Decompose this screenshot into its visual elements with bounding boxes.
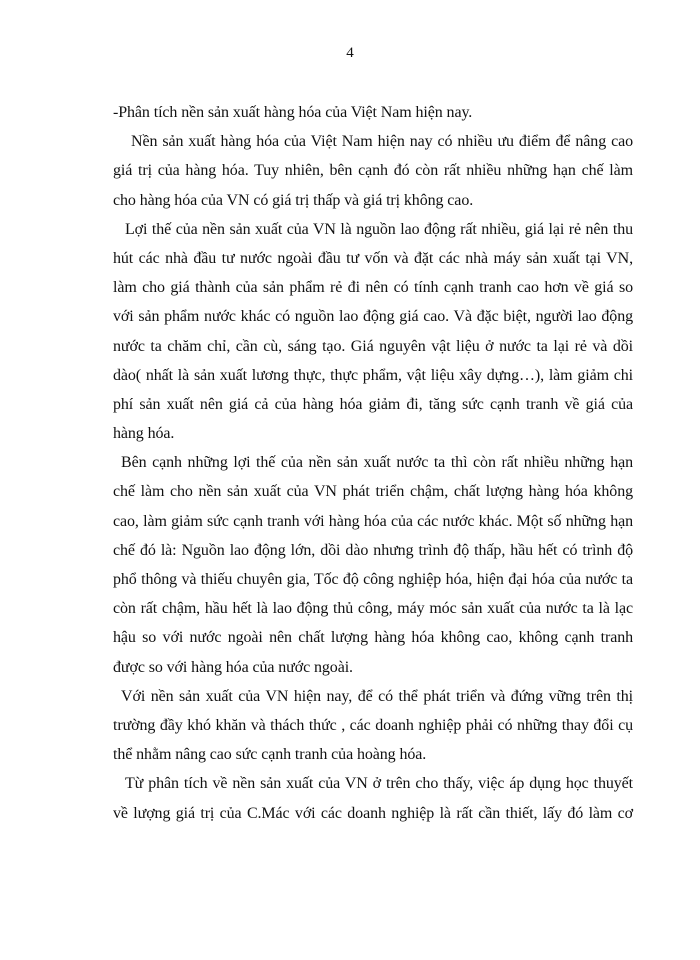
paragraph-line: hậu so với nước ngoài nên chất lượng hàng hóa không cao, không cạnh tranh	[113, 629, 633, 647]
paragraph-line: nước ta chăm chỉ, cần cù, sáng tạo. Giá nguyên vật liệu ở nước ta lại rẻ và dồi	[113, 337, 633, 355]
page-number: 4	[346, 45, 354, 61]
paragraph-line: làm cho giá thành của sản phẩm rẻ đi nên có tính cạnh tranh cao hơn về giá so	[113, 279, 633, 297]
paragraph-line: Lợi thế của nền sản xuất của VN là nguồn lao động rất nhiều, giá lại rẻ nên thu	[125, 220, 633, 238]
paragraph-line: phổ thông và thiếu chuyên gia, Tốc độ công nghiệp hóa, hiện đại hóa của nước ta	[113, 571, 633, 588]
paragraph-line: Với nền sản xuất của VN hiện nay, để có thể phát triển và đứng vững trên thị	[121, 687, 633, 705]
paragraph-line: hàng hóa.	[113, 425, 175, 443]
paragraph-line: về lượng giá trị của C.Mác với các doanh nghiệp là rất cần thiết, lấy đó làm cơ	[113, 804, 633, 822]
paragraph-heading: -Phân tích nền sản xuất hàng hóa của Việt Nam hiện nay.	[113, 104, 473, 121]
paragraph-line: thể nhằm nâng cao sức cạnh tranh của hoàng hóa.	[113, 746, 427, 764]
paragraph-line: cao, làm giảm sức cạnh tranh với hàng hóa của các nước khác. Một số những hạn	[113, 512, 633, 530]
paragraph-line: cho hàng hóa của VN có giá trị thấp và giá trị không cao.	[113, 191, 474, 209]
paragraph-line: chế đó là: Nguồn lao động lớn, dồi dào nhưng trình độ thấp, hầu hết có trình độ	[113, 541, 633, 559]
paragraph-line: còn rất chậm, hầu hết là lao động thủ công, máy móc sản xuất của nước ta là lạc	[113, 600, 633, 618]
paragraph-line: phí sản xuất nên giá cả của hàng hóa giảm đi, tăng sức cạnh tranh về giá của	[113, 395, 633, 413]
paragraph-line: giá trị của hàng hóa. Tuy nhiên, bên cạnh đó còn rất nhiều những hạn chế làm	[113, 162, 633, 180]
paragraph-line: chế làm cho nền sản xuất của VN phát triển chậm, chất lượng hàng hóa không	[113, 483, 633, 501]
paragraph-line: dào( nhất là sản xuất lương thực, thực phẩm, vật liệu xây dựng…), làm giảm chi	[113, 366, 633, 384]
paragraph-line: Bên cạnh những lợi thế của nền sản xuất nước ta thì còn rất nhiều những hạn	[121, 454, 633, 472]
paragraph-line: hút các nhà đầu tư nước ngoài đầu tư vốn và đặt các nhà máy sản xuất tại VN,	[113, 249, 633, 267]
paragraph-line: trường đầy khó khăn và thách thức , các doanh nghiệp phải có những thay đổi cụ	[113, 716, 633, 734]
paragraph-line: được so với hàng hóa của nước ngoài.	[113, 658, 353, 676]
document-body	[113, 98, 633, 828]
paragraph-line: với sản phẩm nước khác có nguồn lao động giá cao. Và đặc biệt, người lao động	[113, 308, 633, 326]
paragraph-line: Từ phân tích về nền sản xuất của VN ở trên cho thấy, việc áp dụng học thuyết	[125, 775, 633, 793]
paragraph-line: Nền sản xuất hàng hóa của Việt Nam hiện nay có nhiều ưu điểm để nâng cao	[131, 133, 633, 151]
